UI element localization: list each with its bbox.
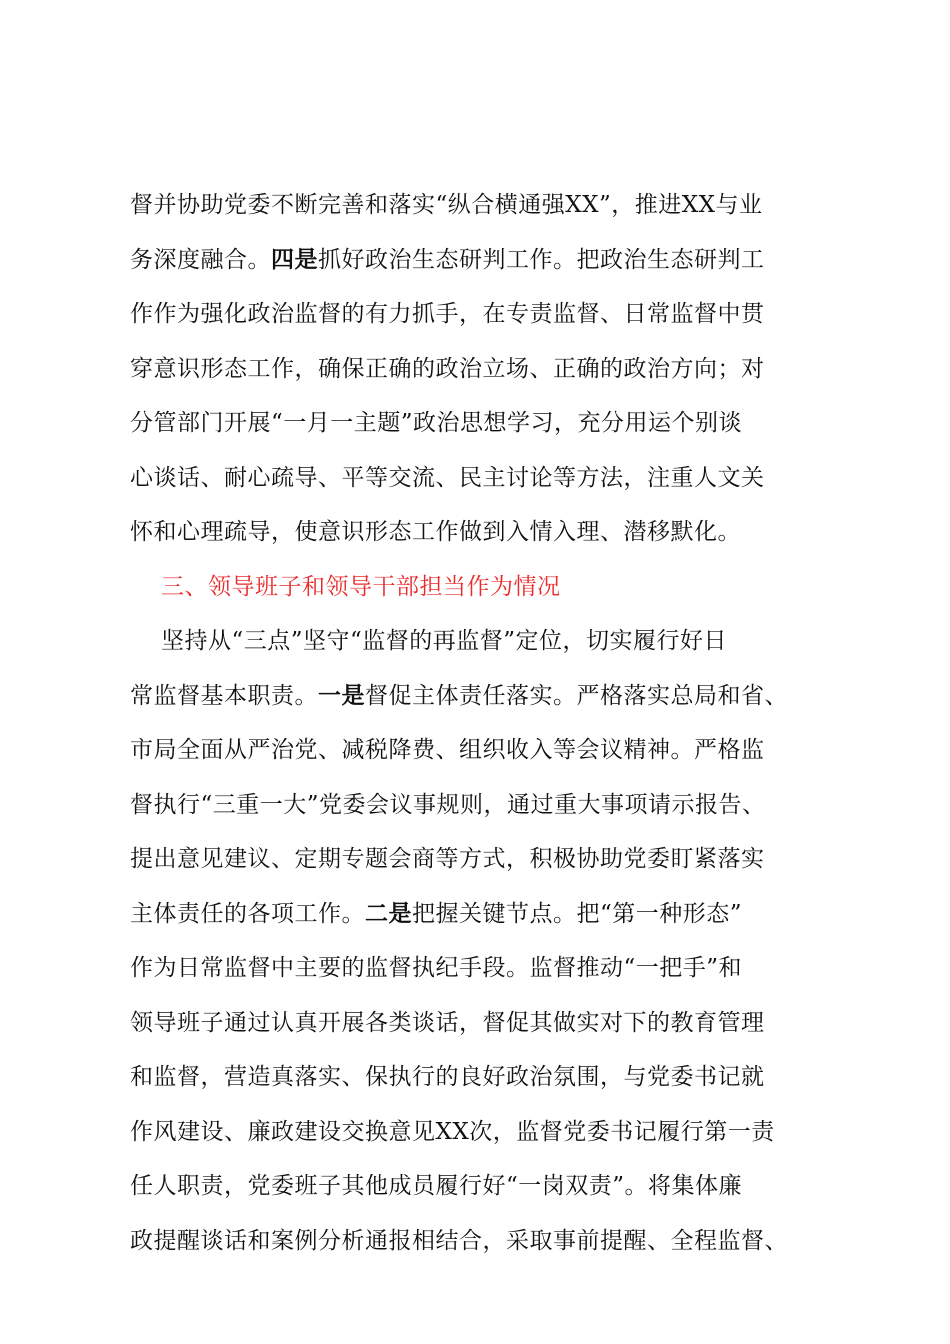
text-run: 常监督基本职责。 bbox=[130, 682, 318, 709]
text-run: 作为日常监督中主要的监督执纪手段。监督推动“一把手”和 bbox=[130, 955, 743, 981]
text-run: 督促主体责任落实。严格落实总局和省、 bbox=[365, 682, 788, 709]
text-line bbox=[130, 996, 835, 1051]
text-run: 领导班子通过认真开展各类谈话，督促其做实对下的教育管理 bbox=[130, 1009, 765, 1036]
document-body bbox=[130, 178, 835, 1268]
text-line bbox=[130, 1050, 835, 1105]
text-run: 政提醒谈话和案例分析通报相结合，采取事前提醒、全程监督、 bbox=[130, 1227, 788, 1254]
text-run: 心谈话、耐心疏导、平等交流、民主讨论等方法，注重人文关 bbox=[130, 464, 765, 491]
text-line bbox=[130, 451, 835, 506]
text-line bbox=[130, 778, 835, 833]
text-line bbox=[130, 342, 835, 397]
text-line bbox=[130, 614, 835, 669]
text-run: 和监督，营造真落实、保执行的良好政治氛围，与党委书记就 bbox=[130, 1064, 765, 1090]
section-heading bbox=[130, 560, 835, 615]
text-run: 提出意见建议、定期专题会商等方式，积极协助党委盯紧落实 bbox=[130, 846, 765, 872]
text-run: 坚持从“三点”坚守“监督的再监督”定位，切实履行好日 bbox=[161, 628, 728, 654]
text-run: 市局全面从严治党、减税降费、组织收入等会议精神。严格监 bbox=[130, 737, 765, 763]
text-line bbox=[130, 887, 835, 942]
text-line bbox=[130, 396, 835, 451]
bold-text-run: 一是 bbox=[318, 682, 365, 709]
text-run: 作风建设、廉政建设交换意见XX次，监督党委书记履行第一责 bbox=[130, 1118, 775, 1145]
text-line bbox=[130, 505, 835, 560]
bold-text-run: 二是 bbox=[365, 900, 412, 927]
text-line bbox=[130, 723, 835, 778]
text-line bbox=[130, 941, 835, 996]
bold-text-run: 四是 bbox=[271, 246, 318, 273]
text-run: 穿意识形态工作，确保正确的政治立场、正确的政治方向；对 bbox=[130, 355, 765, 382]
text-line bbox=[130, 1214, 835, 1269]
text-run: 任人职责，党委班子其他成员履行好“一岗双责”。将集体廉 bbox=[130, 1173, 743, 1199]
text-line bbox=[130, 669, 835, 724]
text-line bbox=[130, 832, 835, 887]
text-line bbox=[130, 1159, 835, 1214]
text-run: 把握关键节点。把“第一种形态” bbox=[412, 900, 743, 927]
text-run: 督执行“三重一大”党委会议事规则，通过重大事项请示报告、 bbox=[130, 791, 766, 818]
text-run: 怀和心理疏导，使意识形态工作做到入情入理、潜移默化。 bbox=[130, 519, 741, 545]
text-run: 抓好政治生态研判工作。把政治生态研判工 bbox=[318, 246, 765, 273]
text-run: 务深度融合。 bbox=[130, 246, 271, 273]
text-line bbox=[130, 287, 835, 342]
text-line bbox=[130, 1105, 835, 1160]
text-line bbox=[130, 233, 835, 288]
text-run: 作作为强化政治监督的有力抓手，在专责监督、日常监督中贯 bbox=[130, 301, 765, 327]
text-run: 三、领导班子和领导干部担当作为情况 bbox=[161, 573, 561, 600]
text-run: 主体责任的各项工作。 bbox=[130, 900, 365, 927]
text-run: 督并协助党委不断完善和落实“纵合横通强XX”，推进XX与业 bbox=[130, 192, 763, 218]
text-run: 分管部门开展“一月一主题”政治思想学习，充分用运个别谈 bbox=[130, 410, 743, 436]
text-line bbox=[130, 178, 835, 233]
